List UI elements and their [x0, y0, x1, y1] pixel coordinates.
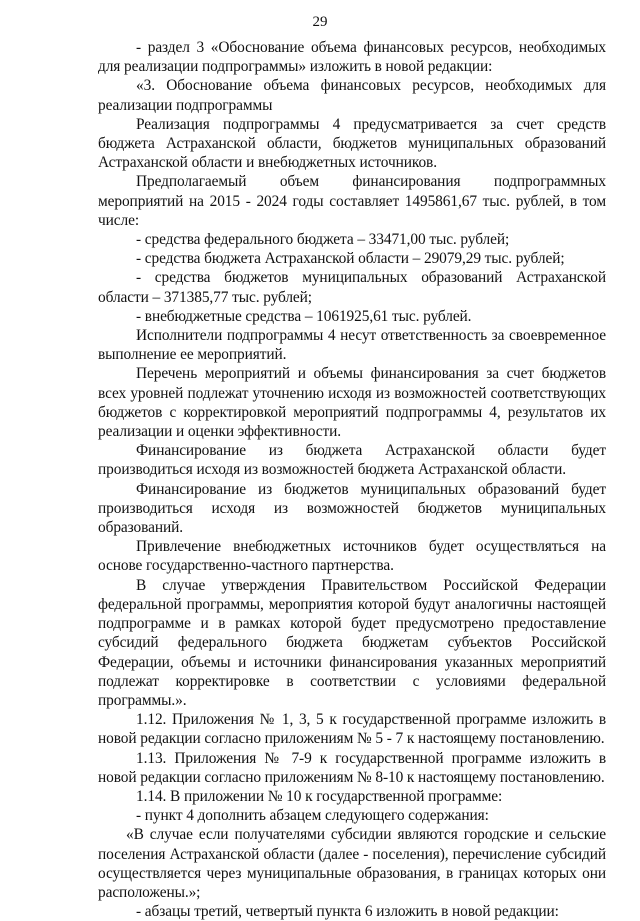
paragraph-section-3-heading: «3. Обоснование объема финансовых ресурсов, необходимых для реализации подпрограммы	[98, 77, 606, 114]
paragraph-municipal-financing: Финансирование из бюджетов муниципальных образований будет производиться исходя из возможностей бюджетов муниципальных образований.	[98, 480, 606, 537]
paragraph-item-1-14: 1.14. В приложении № 10 к государственной программе:	[136, 787, 503, 805]
paragraph-section-3-amendment: - раздел 3 «Обоснование объема финансовых ресурсов, необходимых для реализации подпрограммы» изложить в новой редакции:	[98, 39, 606, 76]
list-item-regional-budget: - средства бюджета Астраханской области – 29079,29 тыс. рублей;	[136, 250, 565, 268]
page-number: 29	[312, 14, 328, 30]
paragraph-executors-responsibility: Исполнители подпрограммы 4 несут ответственность за своевременное выполнение ее мероприятий.	[98, 327, 606, 364]
paragraph-extrabudgetary-attraction: Привлечение внебюджетных источников будет осуществляться на основе государственно-частного партнерства.	[98, 538, 606, 575]
paragraph-funding-total: Предполагаемый объем финансирования подпрограммных мероприятий на 2015 - 2024 годы составляет 1495861,67 тыс. рублей, в том числе:	[98, 173, 606, 229]
document-body	[98, 38, 606, 921]
paragraph-measures-list: Перечень мероприятий и объемы финансирования за счет бюджетов всех уровней подлежат уточнению исходя из возможностей соответствующих бюджетов с корректировкой мероприятий подпрограммы 4, результатов их реализации и оценки эффективности.	[98, 365, 606, 441]
paragraph-item-1-12: 1.12. Приложения № 1, 3, 5 к государственной программе изложить в новой редакции согласно приложениям № 5 - 7 к настоящему постановлению.	[98, 711, 606, 748]
paragraph-regional-financing: Финансирование из бюджета Астраханской области будет производиться исходя из возможностей бюджета Астраханской области.	[98, 442, 606, 479]
list-item-federal-budget: - средства федерального бюджета – 33471,00 тыс. рублей;	[136, 231, 510, 249]
paragraph-funding-sources: Реализация подпрограммы 4 предусматривается за счет средств бюджета Астраханской области, бюджетов муниципальных образований Астраханской области и внебюджетных источников.	[98, 115, 606, 172]
list-item-municipal-budget: - средства бюджетов муниципальных образований Астраханской области – 371385,77 тыс. рублей;	[98, 269, 606, 306]
list-item-point-4: - пункт 4 дополнить абзацем следующего содержания:	[136, 807, 489, 825]
list-item-extrabudgetary: - внебюджетные средства – 1061925,61 тыс. рублей.	[136, 307, 472, 325]
paragraph-federal-program-case: В случае утверждения Правительством Российской Федерации федеральной программы, мероприятия которой будут аналогичны настоящей подпрограмме и в рамках которой будет предусмотрено предоставление субсидий федерального бюджета бюджетам субъектов Российской Федерации, объемы и источники финансирования указанных мероприятий подлежат корректировке в соответствии с условиями федеральной программы.».	[98, 576, 606, 709]
paragraph-item-1-13: 1.13. Приложения № 7-9 к государственной программе изложить в новой редакции согласно приложениям № 8-10 к настоящему постановлению.	[98, 749, 606, 786]
list-item-point-6: - абзацы третий, четвертый пункта 6 изложить в новой редакции:	[136, 903, 559, 921]
paragraph-subsidy-recipients-quote: «В случае если получателями субсидии являются городские и сельские поселения Астраханской области (далее - поселения), перечисление субсидий осуществляется через муниципальные образования, в границах которых они расположены.»;	[98, 826, 606, 901]
